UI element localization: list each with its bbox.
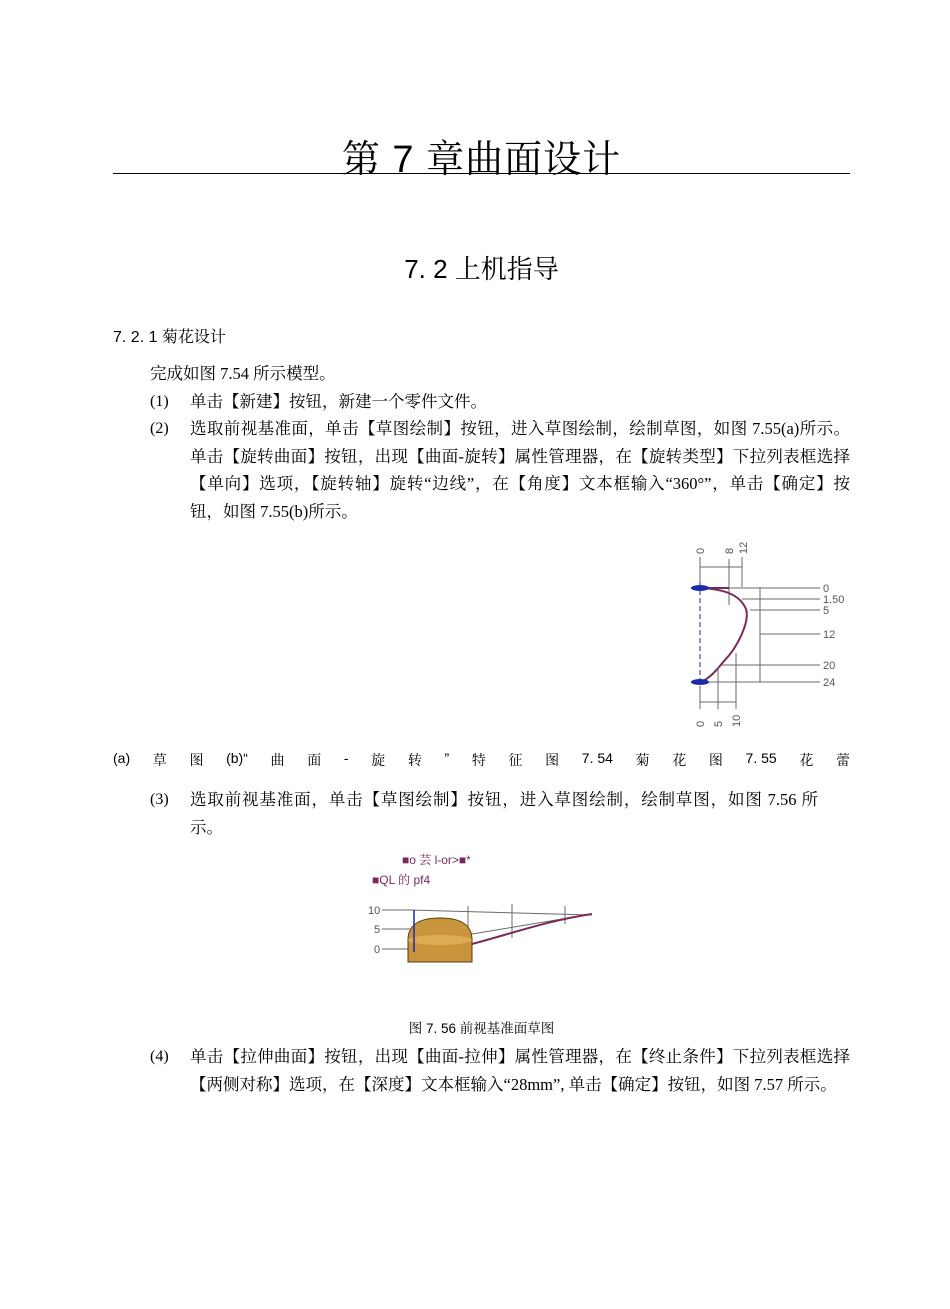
- sketch-label: ■o 芸 l-or>■*: [402, 853, 471, 867]
- caption-token: 图: [189, 752, 204, 768]
- caption-token: 图: [545, 752, 560, 768]
- dim-label: 0: [695, 547, 707, 554]
- step-text: 选取前视基准面，单击【草图绘制】按钮，进入草图绘制，绘制草图，如图 7.56 所示。: [190, 790, 818, 837]
- profile-curve: [700, 588, 747, 682]
- caption-token: ”: [444, 750, 450, 766]
- step-text: 选取前视基准面，单击【草图绘制】按钮，进入草图绘制，绘制草图，如图 7.55(a)所示。单击【旋转曲面】按钮，出现【曲面-旋转】属性管理器，在【旋转类型】下拉列表框选择【单向】选项，【旋转轴】旋转“边线”，在【角度】文本框输入“360°”，单击【确定】按钮，如图 7.55(b)所示。: [190, 419, 850, 521]
- dim-label: 0: [374, 944, 381, 956]
- dim-label: 20: [823, 660, 836, 672]
- caption-token: 曲: [270, 752, 285, 768]
- subsection-title: 7. 2. 1 菊花设计: [113, 329, 226, 346]
- step-number: (3): [150, 791, 169, 808]
- figure-7-56-sketch: [360, 848, 600, 966]
- dim-label: 5: [823, 605, 830, 617]
- step-number: (2): [150, 420, 169, 437]
- endpoint-marker: [691, 585, 709, 591]
- dim-label: 0: [695, 720, 707, 727]
- figure-caption: 图 7. 56 前视基准面草图: [408, 1021, 555, 1036]
- caption-token: (b)“: [226, 750, 248, 766]
- dim-label: 5: [713, 720, 725, 727]
- chapter-divider: [113, 173, 850, 174]
- dim-label: 0: [823, 583, 830, 595]
- caption-token: 7. 55: [745, 750, 777, 766]
- figure-caption-row: [113, 750, 850, 770]
- caption-token: 旋: [371, 752, 386, 768]
- sketch-curve: [472, 914, 592, 944]
- chapter-title: 第 7 章曲面设计: [341, 139, 622, 181]
- step-number: (1): [150, 393, 169, 410]
- dim-label: 24: [823, 677, 836, 689]
- dim-label: 12: [738, 541, 750, 554]
- endpoint-marker: [691, 679, 709, 685]
- step-text: 单击【拉伸曲面】按钮，出现【曲面-拉伸】属性管理器，在【终止条件】下拉列表框选择【两侧对称】选项，在【深度】文本框输入“28mm”, 单击【确定】按钮，如图 7.57 所示。: [190, 1047, 850, 1094]
- dim-label: 1.50: [823, 594, 845, 606]
- sketch-label: ■QL 的 pf4: [372, 873, 431, 887]
- bud-highlight: [408, 935, 472, 945]
- caption-token: 7. 54: [581, 750, 613, 766]
- figure-7-55-sketch: [680, 537, 850, 732]
- caption-token: 花: [672, 752, 687, 768]
- intro-paragraph: 完成如图 7.54 所示模型。: [150, 364, 336, 383]
- dim-label: 8: [724, 547, 736, 554]
- caption-token: 菊: [635, 752, 650, 768]
- dim-label: 10: [368, 905, 381, 917]
- section-title: 7. 2 上机指导: [404, 254, 559, 284]
- caption-token: 草: [152, 752, 167, 768]
- step-text: 单击【新建】按钮，新建一个零件文件。: [190, 392, 487, 411]
- caption-token: 转: [407, 752, 422, 768]
- dim-label: 10: [731, 714, 743, 727]
- caption-token: 特: [471, 752, 486, 768]
- caption-token: 花: [799, 752, 814, 768]
- caption-token: 面: [307, 752, 322, 768]
- caption-token: 蕾: [836, 752, 850, 768]
- caption-token: 征: [508, 752, 523, 768]
- dim-label: 12: [823, 629, 836, 641]
- caption-token: (a): [113, 750, 131, 766]
- caption-token: 图: [708, 752, 723, 768]
- caption-token: -: [343, 750, 349, 766]
- step-number: (4): [150, 1048, 169, 1065]
- dim-label: 5: [374, 924, 381, 936]
